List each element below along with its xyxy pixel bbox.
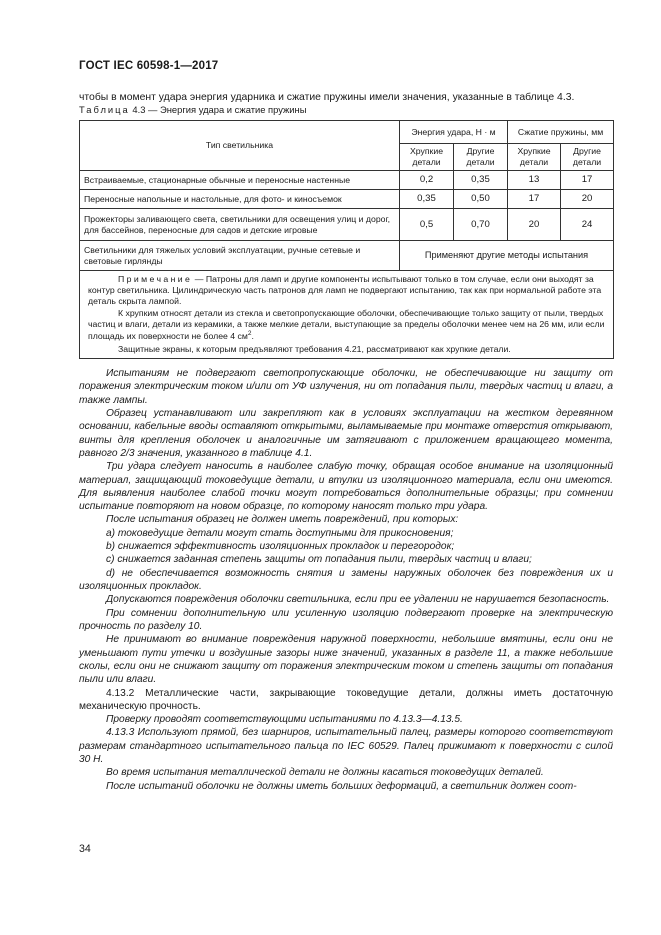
table-note-row <box>80 271 614 359</box>
note-paragraph <box>88 274 605 306</box>
cell-compression-other: 17 <box>561 171 614 190</box>
note-paragraph: Защитные экраны, к которым предъявляют требования 4.21, рассматривают как хрупкие детали. <box>118 343 511 354</box>
list-item: c) снижается заданная степень защиты от попадания пыли, твердых частиц и влаги; <box>106 554 532 566</box>
sub-header-energy-other: Другие детали <box>454 144 508 171</box>
paragraph: При сомнении дополнительную или усиленную изоляцию подвергают проверке на электрическую прочность по разделу 10. <box>79 607 613 632</box>
cell-compression-fragile: 20 <box>508 209 561 241</box>
cell-energy-fragile: 0,35 <box>400 190 454 209</box>
table-caption-title: — Энергия удара и сжатие пружины <box>148 104 307 115</box>
sub-header-energy-fragile: Хрупкие детали <box>400 144 454 171</box>
col-header-compression: Сжатие пружины, мм <box>508 121 614 144</box>
table-caption <box>79 104 306 115</box>
paragraph: Допускаются повреждения оболочки светильника, если при ее удалении не нарушается безопасность. <box>106 594 610 606</box>
row-type: Встраиваемые, стационарные обычные и переносные настенные <box>80 171 400 190</box>
cell-compression-other: 20 <box>561 190 614 209</box>
cell-compression-fragile: 17 <box>508 190 561 209</box>
paragraph: Испытаниям не подвергают светопропускающие оболочки, не обеспечивающие ни защиту от поражения электрическим током и/или от УФ излучения, ни от попадания пыли, твердых частиц и влаги, а также лампы. <box>79 368 613 406</box>
cell-energy-other: 0,50 <box>454 190 508 209</box>
paragraph: После испытаний оболочки не должны иметь больших деформаций, а светильник должен соот- <box>106 780 577 792</box>
paragraph: Три удара следует наносить в наиболее слабую точку, обращая особое внимание на изоляционный материал, защищающий токоведущие детали, и втулки из изоляционного материала, если они имеются. Для выявления наиболее слабой точки могут потребоваться дополнительные образцы; при сомнении испытание повторяют на новом образце, по которому наносят только три удара. <box>79 461 613 513</box>
document-header: ГОСТ IEC 60598-1—2017 <box>79 60 219 72</box>
col-header-energy: Энергия удара, Н · м <box>400 121 508 144</box>
paragraph: Не принимают во внимание повреждения наружной поверхности, небольшие вмятины, если они не уменьшают пути утечки и воздушные зазоры ниже значений, указанных в разделе 11, а также небольшие сколы, если они не снижают защиту от поражения электрическим током и степень защиты от попадания пыли или влаги. <box>79 634 613 686</box>
note-text: К хрупким относят детали из стекла и светопропускающие оболочки, обеспечивающие только защиту от пыли, твердых частиц и влаги, детали из керамики, а также мелкие детали, выступающие за пределы оболочки менее чем на 26 мм, или если площадь их поверхности не более 4 см <box>88 308 605 341</box>
cell-energy-other: 0,70 <box>454 209 508 241</box>
clause-4-13-2: 4.13.2 Металлические части, закрывающие токоведущие детали, должны иметь достаточную механическую прочность. <box>79 687 613 712</box>
table-caption-number: 4.3 <box>132 104 146 115</box>
table-row <box>80 190 614 209</box>
paragraph: После испытания образец не должен иметь повреждений, при которых: <box>106 514 459 526</box>
note-text: — Патроны для ламп и другие компоненты испытывают только в том случае, если они выходят за контур светильника. Цилиндрическую часть патронов для ламп не подвергают испытанию, так как при нормальной работе эта деталь скрыта лампой. <box>88 274 602 306</box>
table-row <box>80 209 614 241</box>
cell-energy-other: 0,35 <box>454 171 508 190</box>
list-item: a) токоведущие детали могут стать доступными для прикосновения; <box>106 527 454 539</box>
sub-header-compression-other: Другие детали <box>561 144 614 171</box>
table-caption-prefix: Таблица <box>79 104 130 115</box>
note-label: Примечание <box>118 274 193 284</box>
note-paragraph <box>88 308 605 341</box>
paragraph: Во время испытания металлической детали не должны касаться токоведущих деталей. <box>106 767 544 779</box>
clause-4-13-3: 4.13.3 Используют прямой, без шарниров, испытательный палец, размеры которого соответствуют размерам стандартного испытательного пальца по IEC 60529. Палец прижимают к поверхности с силой 30 Н. <box>79 727 613 766</box>
table-note <box>80 271 614 359</box>
sub-header-compression-fragile: Хрупкие детали <box>508 144 561 171</box>
paragraph: Образец устанавливают или закрепляют как в условиях эксплуатации на жестком деревянном основании, кабельные вводы оставляют открытыми, выламываемые при монтаже отверстия открывают, винты для крепления оболочек и аналогичные им затягивают с приложением вращающего момента, равного 2/3 значения, указанного в таблице 4.1. <box>79 407 613 459</box>
row-type: Прожекторы заливающего света, светильники для освещения улиц и дорог, для бассейнов, переносные для садов и детские игровые <box>80 209 400 241</box>
note-text-end: . <box>251 330 254 341</box>
body-text <box>79 367 613 793</box>
cell-energy-fragile: 0,5 <box>400 209 454 241</box>
list-item: b) снижается эффективность изоляционных прокладок и перегородок; <box>106 541 455 553</box>
impact-energy-table <box>79 120 614 359</box>
note-superscript: 2 <box>247 329 252 337</box>
cell-other-methods: Применяют другие методы испытания <box>400 241 614 271</box>
cell-compression-other: 24 <box>561 209 614 241</box>
cell-energy-fragile: 0,2 <box>400 171 454 190</box>
col-header-type: Тип светильника <box>80 121 400 171</box>
table-row-special <box>80 241 614 271</box>
row-type: Светильники для тяжелых условий эксплуатации, ручные сетевые и световые гирлянды <box>80 241 400 271</box>
page-number: 34 <box>79 843 91 855</box>
list-item: d) не обеспечивается возможность снятия и замены наружных оболочек без повреждения их и изоляционных прокладок. <box>79 567 613 592</box>
intro-line: чтобы в момент удара энергия ударника и сжатие пружины имели значения, указанные в таблице 4.3. <box>79 92 575 103</box>
row-type: Переносные напольные и настольные, для фото- и киносъемок <box>80 190 400 209</box>
cell-compression-fragile: 13 <box>508 171 561 190</box>
paragraph: Проверку проводят соответствующими испытаниями по 4.13.3—4.13.5. <box>106 714 463 726</box>
table-row <box>80 171 614 190</box>
